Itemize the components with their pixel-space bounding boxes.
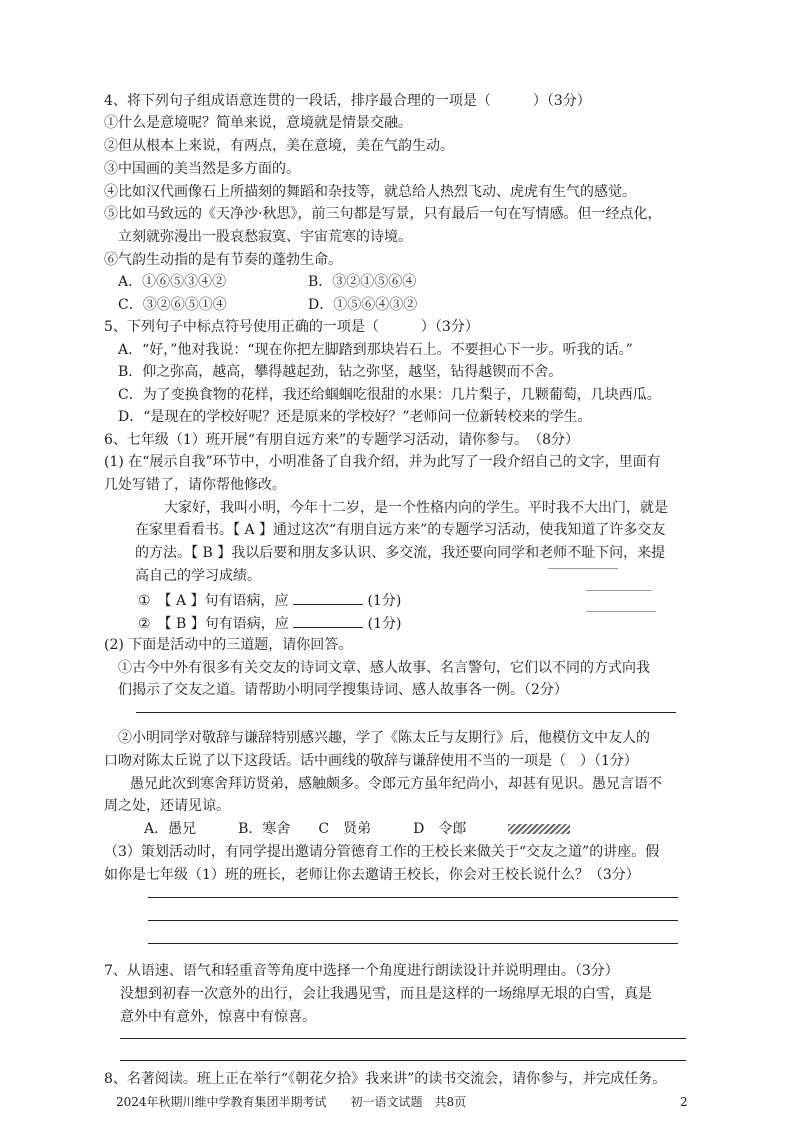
q6-stem: 6、七年级（1）班开展“有朋自远方来”的专题学习活动，请你参与。 （8分）	[104, 432, 580, 448]
q7-stem: 7、从语速、语气和轻重音等角度中选择一个角度进行朗读设计并说明理由。（3分）	[104, 963, 619, 979]
answer-line[interactable]	[148, 943, 678, 944]
q6-passage-line: 的方法。【 B 】我以后要和朋友多认识、多交流，我还要向同学和老师不耻下问，来提	[135, 545, 666, 561]
q5-option-a: A．“好，”他对我说：“现在你把左脚踏到那块岩石上。不要担心下一步。听我的话。”	[118, 342, 633, 358]
q7-text: 意外中有意外，惊喜中有惊喜。	[120, 1009, 316, 1025]
page-number: 2	[680, 1095, 688, 1109]
q4-stem: 4、将下列句子组成语意连贯的一段话，排序最合理的一项是（ ）（3分）	[104, 93, 591, 109]
q4-option-a: A．①⑥⑤③④②	[118, 274, 227, 290]
q6-p1-intro: (1) 在“展示自我”环节中，小明准备了自我介绍，并为此写了一段介绍自己的文字，里面有	[104, 454, 661, 470]
q4-item: ③中国画的美当然是多方面的。	[104, 161, 300, 177]
q6-p2-q1-line: ①古今中外有很多有关交友的诗词文章、感人故事、名言警句，它们以不同的方式向我	[118, 660, 650, 676]
q6-fix-a-answer-blank[interactable]	[293, 590, 363, 605]
q6-p2-intro: (2) 下面是活动中的三道题，请你回答。	[104, 637, 353, 653]
answer-line[interactable]	[148, 897, 678, 898]
q6-p3-line: 如你是七年级（1）班的班长，老师让你去邀请王校长，你会对王校长说什么？（3分）	[104, 867, 640, 883]
answer-line[interactable]	[136, 712, 676, 713]
q4-item: ⑤比如马致远的《天净沙·秋思》，前三句都是写景，只有最后一句在写情感。但一经点化，	[104, 206, 662, 222]
answer-line[interactable]	[120, 1038, 686, 1039]
q6-p3-line: （3）策划活动时，有同学提出邀请分管德育工作的王校长来做关于“交友之道”的讲座。假	[104, 844, 660, 860]
crossed-out-mark	[508, 824, 570, 834]
faint-mark	[586, 590, 652, 591]
q7-text: 没想到初春一次意外的出行，会让我遇见雪，而且是这样的一场绵厚无垠的白雪，真是	[120, 986, 652, 1002]
q4-item: ④比如汉代画像石上所描刻的舞蹈和杂技等，就总给人热烈飞动、虎虎有生气的感觉。	[104, 184, 636, 200]
q6-fix-b-answer-blank[interactable]	[293, 613, 363, 628]
answer-line[interactable]	[148, 920, 678, 921]
q5-stem: 5、下列句子中标点符号使用正确的一项是（ ）（3分）	[104, 319, 479, 335]
q6-fix-a	[138, 590, 401, 610]
q6-passage-line: 高自己的学习成绩。	[135, 568, 261, 584]
q5-option-c: C．为了变换食物的花样，我还给蝈蝈吃很甜的水果：几片梨子，几颗葡萄，几块西瓜。	[118, 387, 661, 403]
q5-option-d: D．“是现在的学校好呢？还是原来的学校好？”老师问一位新转校来的学生。	[118, 409, 592, 425]
q8-stem: 8、名著阅读。班上正在举行“《朝花夕拾》我来讲”的读书交流会，请你参与，并完成任务。	[104, 1071, 667, 1087]
faint-mark	[548, 568, 618, 569]
q4-item: ⑥气韵生动指的是有节奏的蓬勃生命。	[104, 252, 342, 268]
q4-item: 立刻就弥漫出一股哀愁寂寞、宇宙荒寒的诗境。	[118, 229, 412, 245]
faint-mark	[586, 611, 656, 612]
q5-option-b: B．仰之弥高，越高，攀得越起劲，钻之弥坚，越坚，钻得越锲而不舍。	[118, 364, 563, 380]
q6-p2-q2-line: ②小明同学对敬辞与谦辞特别感兴趣，学了《陈太丘与友期行》后，他模仿文中友人的	[118, 730, 650, 746]
page-footer: 2024年秋期川维中学教育集团半期考试 初一语文试题 共8页	[116, 1095, 467, 1109]
q6-p2-q2-options: A．愚兄 B．寒舍 C 贤弟 D 令郎	[144, 821, 467, 837]
q6-p2-q1-line: 们揭示了交友之道。请帮助小明同学搜集诗词、感人故事各一例。（2分）	[118, 682, 568, 698]
q4-item: ②但从根本上来说，有两点，美在意境，美在气韵生动。	[104, 138, 454, 154]
q6-fix-b-label: ② 【 B 】句有语病，应	[138, 616, 289, 632]
q6-fix-a-label: ① 【 A 】句有语病，应	[138, 593, 289, 609]
q6-p1-intro: 几处写错了，请你帮他修改。	[104, 477, 286, 493]
q4-option-b: B．③②①⑤⑥④	[308, 274, 417, 290]
q6-fix-a-points: (1分)	[367, 593, 402, 609]
q6-fix-b	[138, 613, 402, 633]
q6-p2-q2-line: 口吻对陈太丘说了以下这段话。话中画线的敬辞与谦辞使用不当的一项是（ ）（1分）	[104, 753, 638, 769]
q6-fix-b-points: (1分)	[367, 616, 402, 632]
q6-passage-line: 在家里看看书。【 A 】通过这次“有朋自远方来”的专题学习活动，使我知道了许多交友	[135, 522, 666, 538]
q4-item: ①什么是意境呢？简单来说，意境就是情景交融。	[104, 115, 412, 131]
q6-passage-line: 大家好，我叫小明，今年十二岁，是一个性格内向的学生。平时我不大出门，就是	[164, 500, 668, 516]
q4-option-c: C．③②⑥⑤①④	[118, 297, 227, 313]
q6-p2-q2-text: 周之处，还请见谅。	[104, 798, 230, 814]
q4-option-d: D．①⑤⑥④③②	[308, 297, 418, 313]
q6-p2-q2-text: 愚兄此次到寒舍拜访贤弟，感触颇多。令郎元方虽年纪尚小，却甚有见识。愚兄言语不	[130, 776, 662, 792]
answer-line[interactable]	[120, 1060, 686, 1061]
